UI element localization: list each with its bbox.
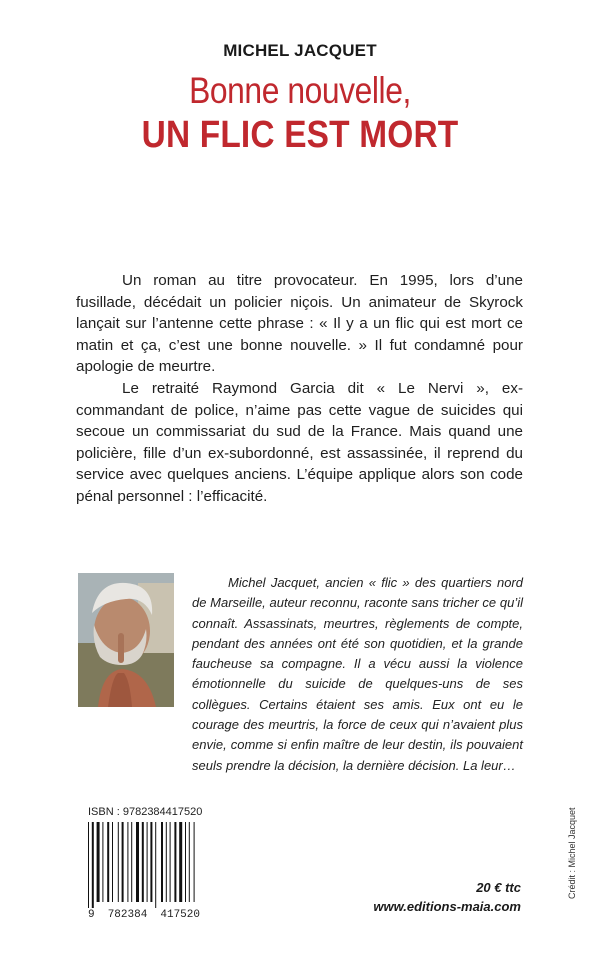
barcode-bar — [88, 822, 89, 908]
author-biography — [192, 573, 523, 776]
photo-credit — [567, 789, 579, 909]
barcode-digits — [88, 909, 200, 921]
barcode-bar — [136, 822, 139, 902]
isbn-label: ISBN : 9782384417520 — [88, 806, 203, 818]
author-photo — [78, 573, 174, 707]
barcode-bar — [147, 822, 148, 902]
barcode-digit-group-2: 417520 — [160, 909, 200, 921]
barcode-bar — [174, 822, 176, 902]
barcode-digit-prefix: 9 — [88, 909, 95, 921]
blurb-paragraph-2: Le retraité Raymond Garcia dit « Le Nervi », ex-commandant de police, n’aime pas cette vague de suicides qui secoue un commissariat du sud de la France. Mais quand une policière, fille d’un ex-subordonné, est assassinée, il reprend du service avec quelques anciens. L’équipe applique alors son code pénal personnel : l’efficacité. — [76, 379, 523, 505]
blurb-paragraph-1: Un roman au titre provocateur. En 1995, lors d’une fusillade, décédait un policier niçois. Un animateur de Skyrock lançait sur l’antenne cette phrase : « Il y a un flic qui est mort ce matin et ça, c’est une bonne nouvelle. » Il fut condamné pour apologie de meurtre. — [76, 272, 523, 376]
title-line-1: Bonne nouvelle, — [189, 70, 411, 111]
book-blurb — [76, 270, 523, 508]
price-label: 20 € ttc — [476, 880, 521, 895]
barcode-bar — [107, 822, 109, 902]
barcode-bar — [92, 822, 94, 908]
barcode-bar — [150, 822, 152, 902]
barcode-bar — [189, 822, 190, 902]
barcode-digit-group-1: 782384 — [107, 909, 148, 921]
author-portrait-image — [78, 573, 174, 707]
bio-text: Michel Jacquet, ancien « flic » des quartiers nord de Marseille, auteur reconnu, raconte sans tricher ce qu’il connaît. Assassinats, meurtres, règlements de compte, pendant des années ont été son quotidien, et la grande faucheuse sa compagne. Il a vécu aussi la violence émotionnelle du suicide de quelques-uns de ses collègues. Certains étaient ses amis. Eux ont eu le courage des meurtris, la force de ceux qui n’avaient plus envie, comme si enfin maître de leur destin, ils pouvaient seuls prendre la décision, la dernière décision. La leur… — [192, 575, 523, 773]
barcode-bar — [185, 822, 186, 902]
barcode-bar — [131, 822, 132, 902]
barcode-bar — [142, 822, 144, 902]
barcode-bar — [155, 822, 156, 908]
barcode-bar — [194, 822, 195, 902]
barcode-bar — [170, 822, 171, 902]
photo-credit-text: Crédit : Michel Jacquet — [567, 807, 577, 899]
barcode-bar — [179, 822, 182, 902]
barcode-bar — [102, 822, 103, 902]
barcode-bar — [118, 822, 119, 902]
author-name: MICHEL JACQUET — [223, 41, 377, 60]
title-line-2: UN FLIC EST MORT — [141, 114, 459, 156]
publisher-website: www.editions-maia.com — [373, 899, 521, 914]
barcode-bar — [112, 822, 113, 902]
barcode-bar — [127, 822, 128, 902]
isbn-barcode — [88, 822, 198, 908]
barcode-bar — [161, 822, 163, 902]
barcode-bar — [166, 822, 167, 902]
barcode-bar — [97, 822, 100, 902]
barcode-bar — [122, 822, 124, 902]
